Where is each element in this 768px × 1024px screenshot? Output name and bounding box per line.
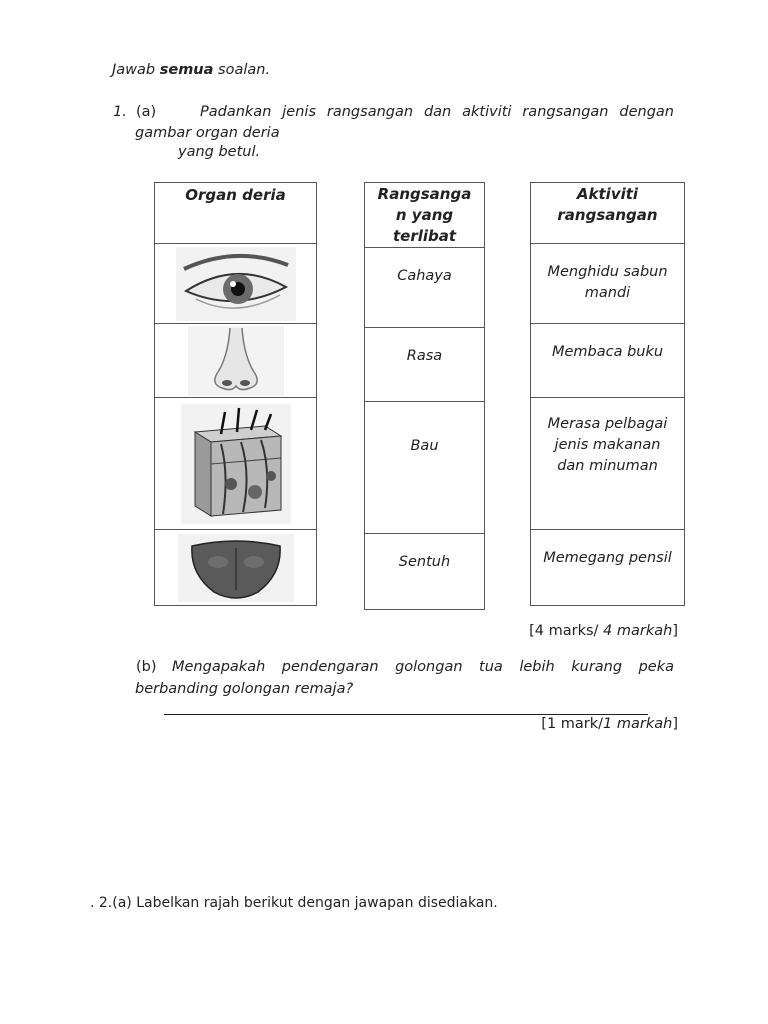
- instruction: [112, 62, 270, 78]
- organ-cell-skin: [155, 398, 317, 530]
- stimulus-cell: [365, 534, 485, 610]
- q1-prompt-line3: yang betul.: [178, 144, 261, 160]
- activity-header-line1: Aktiviti: [576, 185, 639, 203]
- activity-header-line2: rangsangan: [557, 206, 658, 224]
- stimulus-rasa: Rasa: [406, 348, 443, 364]
- activity-3-line3: dan minuman: [557, 458, 658, 474]
- q1-prompt-line1: Padankan jenis rangsangan dan aktiviti rangsangan dengan: [200, 104, 674, 120]
- stimulus-cell: [365, 402, 485, 534]
- q1-prompt-line2: gambar organ deria: [135, 125, 280, 141]
- activity-table: [530, 182, 685, 606]
- instruction-prefix: Jawab: [112, 62, 160, 78]
- stimulus-table: [364, 182, 485, 610]
- skin-icon: [181, 404, 291, 524]
- q1-part-b-label: (b): [136, 659, 157, 675]
- activity-3-line1: Merasa pelbagai: [547, 416, 668, 432]
- marks-b-close: ]: [672, 716, 678, 732]
- activity-cell: [531, 530, 685, 606]
- marks-a-italic: 4 markah: [603, 623, 673, 639]
- eye-icon: [176, 247, 296, 321]
- q1-part-a-label: (a): [136, 104, 157, 120]
- stimulus-cahaya: Cahaya: [397, 268, 452, 284]
- stimulus-cell: [365, 248, 485, 328]
- instruction-bold: semua: [159, 62, 214, 78]
- activity-cell: [531, 324, 685, 398]
- activity-4-line1: Memegang pensil: [543, 550, 672, 566]
- marks-part-b: [541, 716, 678, 732]
- organ-cell-tongue: [155, 530, 317, 606]
- organ-header: Organ deria: [155, 183, 317, 244]
- activity-header: [531, 183, 685, 244]
- stimulus-header-line2: n yang: [395, 206, 454, 224]
- organ-cell-nose: [155, 324, 317, 398]
- instruction-suffix: soalan.: [213, 62, 271, 78]
- q1-part-b-line2: berbanding golongan remaja?: [135, 681, 354, 697]
- marks-a-close: ]: [672, 623, 678, 639]
- activity-2-line1: Membaca buku: [551, 344, 664, 360]
- organ-table: [154, 182, 317, 606]
- tongue-icon: [178, 534, 294, 602]
- activity-1-line1: Menghidu sabun: [547, 264, 668, 280]
- activity-3-line2: jenis makanan: [554, 437, 661, 453]
- activity-cell: [531, 398, 685, 530]
- stimulus-cell: [365, 328, 485, 402]
- q2-prompt: . 2.(a) Labelkan rajah berikut dengan jawapan disediakan.: [90, 895, 498, 911]
- nose-icon: [188, 326, 284, 396]
- stimulus-header-line3: terlibat: [392, 227, 457, 245]
- organ-cell-eye: [155, 244, 317, 324]
- q1-number: 1.: [113, 104, 127, 120]
- answer-line[interactable]: [164, 714, 648, 715]
- stimulus-header-line1: Rangsanga: [377, 185, 472, 203]
- activity-cell: [531, 244, 685, 324]
- marks-part-a: [529, 623, 678, 639]
- stimulus-bau: Bau: [410, 438, 439, 454]
- stimulus-header: [365, 183, 485, 248]
- q1-part-b-line1: Mengapakah pendengaran golongan tua lebih kurang peka: [172, 659, 674, 675]
- marks-a-plain: [4 marks/: [529, 623, 604, 639]
- marks-b-plain: [1 mark/: [541, 716, 604, 732]
- activity-1-line2: mandi: [584, 285, 631, 301]
- marks-b-italic: 1 markah: [603, 716, 673, 732]
- stimulus-sentuh: Sentuh: [398, 554, 451, 570]
